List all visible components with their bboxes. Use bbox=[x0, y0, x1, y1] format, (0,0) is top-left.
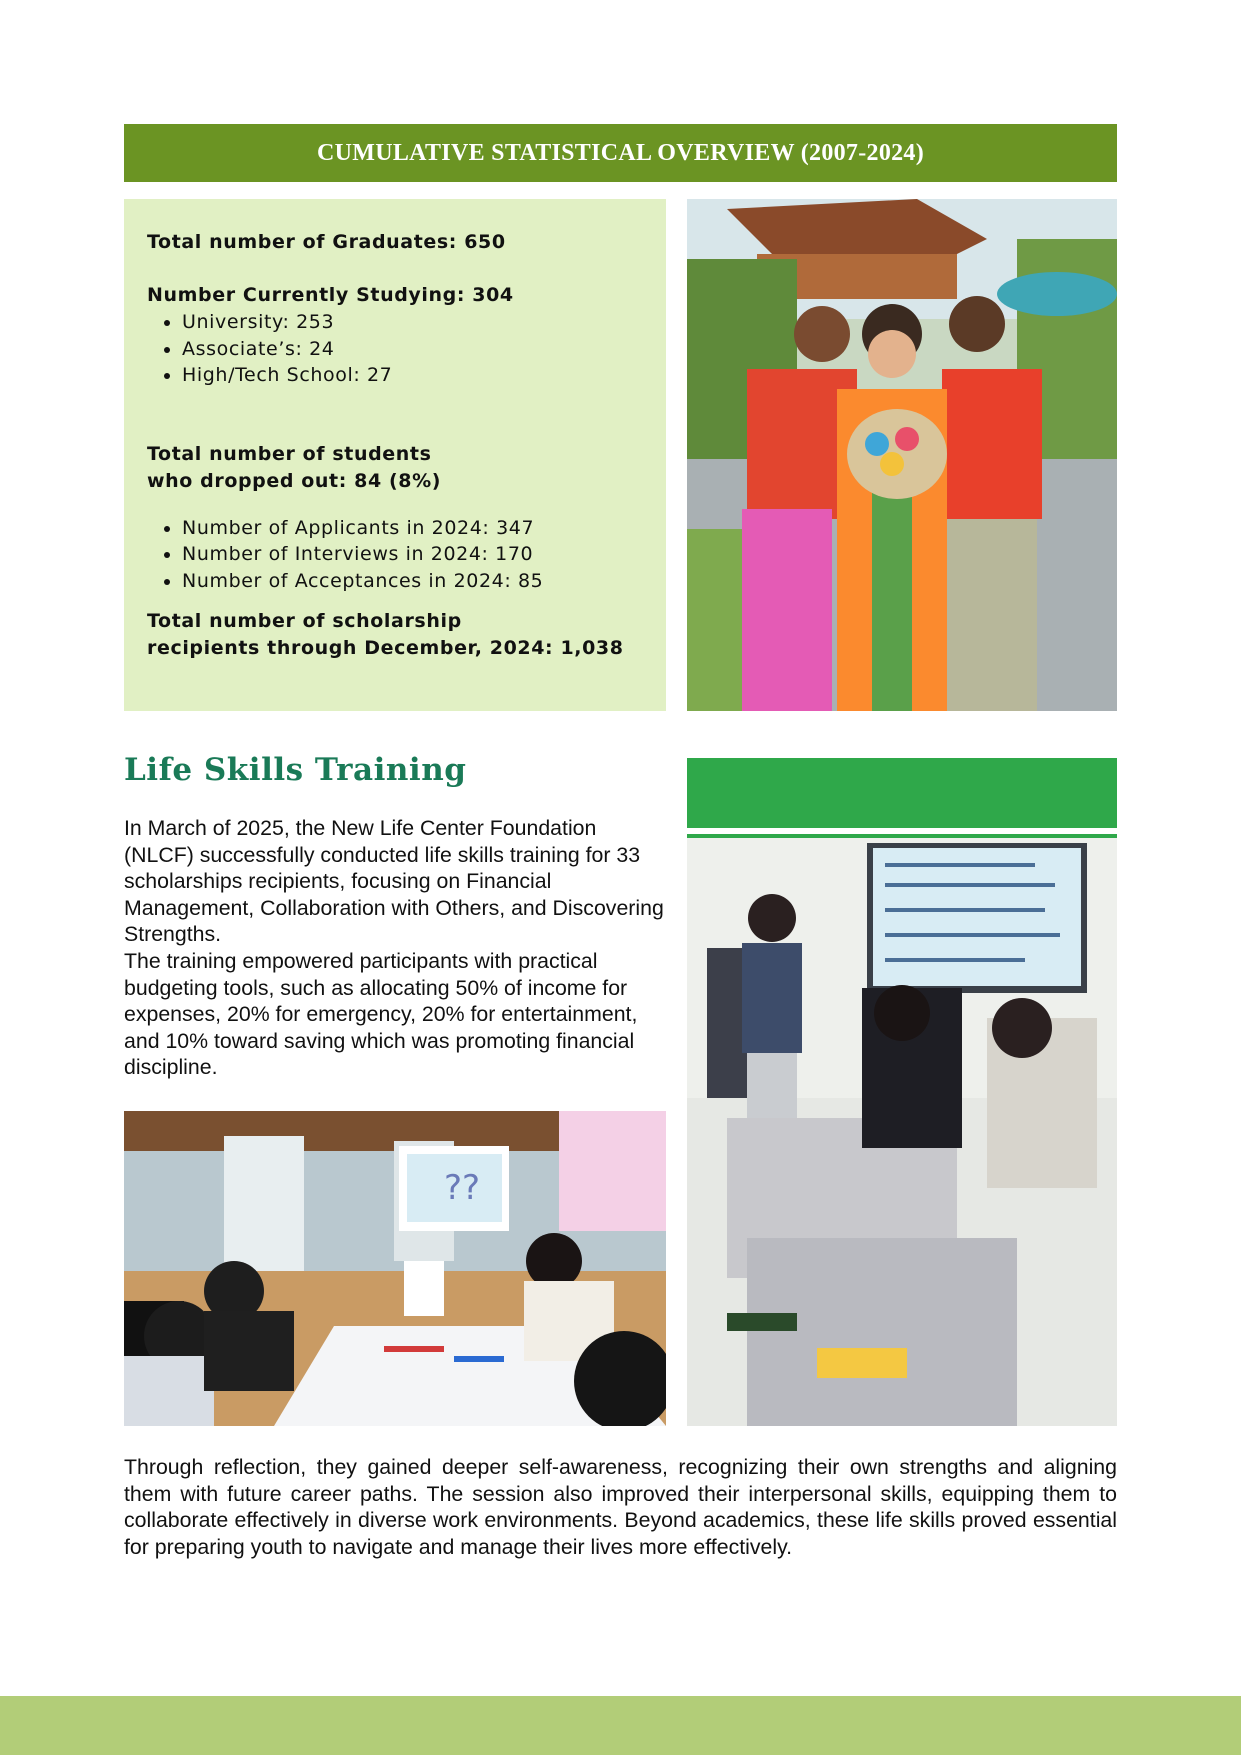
life-skills-intro bbox=[124, 815, 672, 1081]
group-activity-photo bbox=[124, 1111, 666, 1426]
list-item: • Number of Acceptances in 2024: 85 bbox=[182, 568, 666, 595]
closing-paragraph: Through reflection, they gained deeper self-awareness, recognizing their own strengths and aligning them with future career paths. The session also improved their interpersonal skills, equipping them to collaborate effectively in diverse work environments. Beyond academics, these life skills proved essential for preparing youth to navigate and manage their lives more effectively. bbox=[124, 1455, 1117, 1559]
graduates-total: Total number of Graduates: 650 bbox=[147, 231, 506, 253]
list-item: • Number of Interviews in 2024: 170 bbox=[182, 541, 666, 568]
list-item: • Associate’s: 24 bbox=[182, 336, 666, 363]
list-item: • Number of Applicants in 2024: 347 bbox=[182, 515, 666, 542]
intro-paragraph: In March of 2025, the New Life Center Foundation (NLCF) successfully conducted life skills training for 33 scholarships recipients, focusing on Financial Management, Collaboration with Others, and Discovering Strengths. bbox=[124, 816, 664, 947]
banner-title: CUMULATIVE STATISTICAL OVERVIEW (2007-2024) bbox=[316, 139, 925, 166]
classroom-training-photo bbox=[687, 758, 1117, 1426]
currently-studying-total: Number Currently Studying: 304 bbox=[147, 284, 514, 306]
section-banner bbox=[124, 124, 1117, 182]
statistics-panel bbox=[124, 199, 666, 711]
list-item: • University: 253 bbox=[182, 309, 666, 336]
life-skills-title: Life Skills Training bbox=[124, 752, 467, 788]
graduation-photo bbox=[687, 199, 1117, 711]
list-item: • High/Tech School: 27 bbox=[182, 362, 666, 389]
applications-2024-list bbox=[147, 515, 666, 595]
studying-breakdown-list bbox=[147, 309, 666, 389]
budget-paragraph: The training empowered participants with practical budgeting tools, such as allocating 50% of income for expenses, 20% for emergency, 20% for entertainment, and 10% toward saving which was promoting financial discipline. bbox=[124, 948, 638, 1080]
scholarship-recipients-total: Total number of scholarship recipients through December, 2024: 1,038 bbox=[147, 610, 624, 659]
dropped-out-total: Total number of students who dropped out: 84 (8%) bbox=[147, 442, 442, 492]
footer-bar bbox=[0, 1696, 1241, 1755]
svg-text:??: ?? bbox=[444, 1168, 481, 1208]
